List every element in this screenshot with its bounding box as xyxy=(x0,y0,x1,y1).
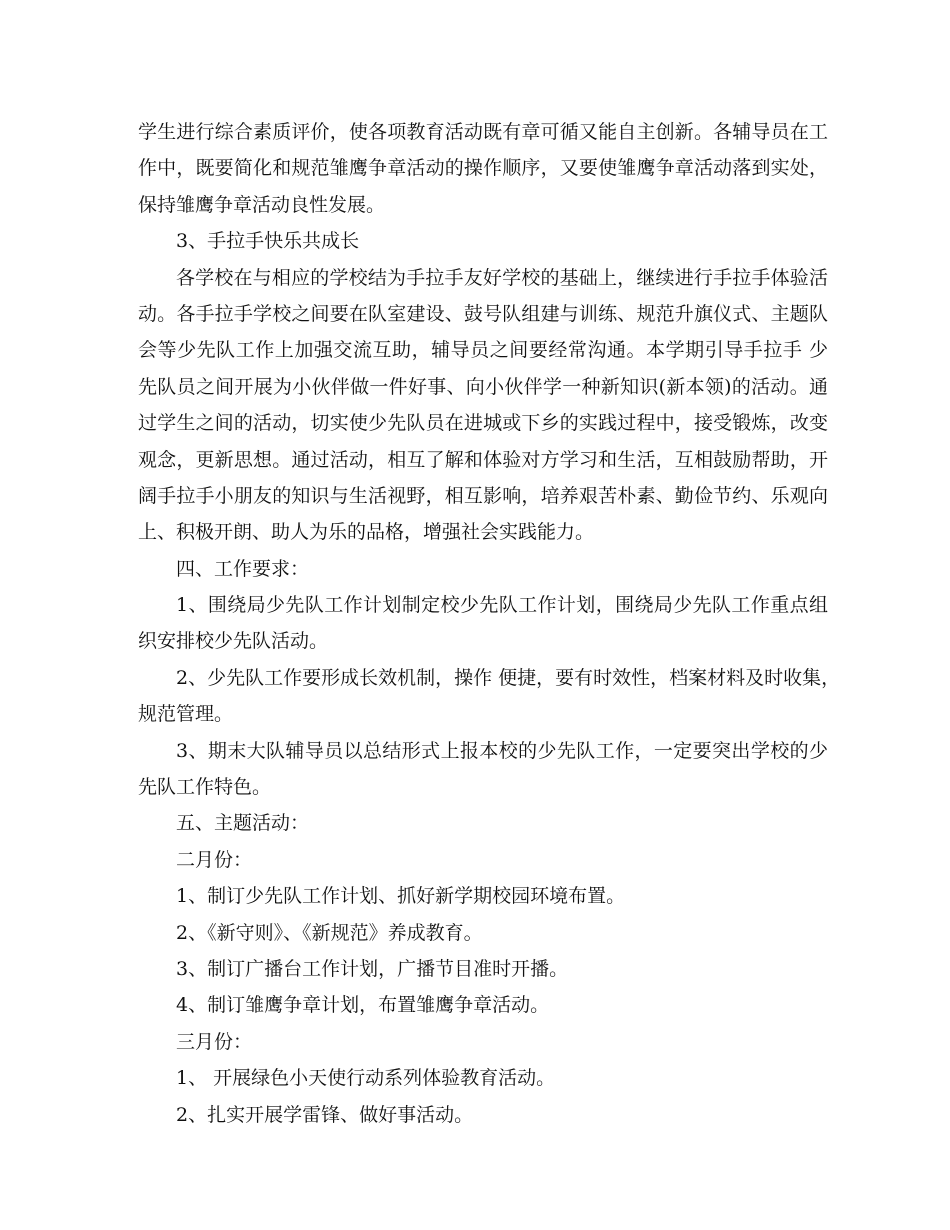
text-line: 先队员之间开展为小伙伴做一件好事、向小伙伴学一种新知识(新本领)的活动。通 xyxy=(138,375,828,398)
text-line: 学生进行综合素质评价，使各项教育活动既有章可循又能自主创新。各辅导员在工 xyxy=(138,121,828,143)
text-line: 4、制订雏鹰争章计划，布置雏鹰争章活动。 xyxy=(176,994,550,1017)
text-line: 动。各手拉手学校之间要在队室建设、鼓号队组建与训练、规范升旗仪式、主题队 xyxy=(138,302,828,325)
text-line: 3、期末大队辅导员以总结形式上报本校的少先队工作，一定要突出学校的少 xyxy=(176,739,828,762)
text-line: 1、 开展绿色小天使行动系列体验教育活动。 xyxy=(176,1067,556,1090)
text-line: 各学校在与相应的学校结为手拉手友好学校的基础上，继续进行手拉手体验活 xyxy=(176,266,828,289)
text-line: 2、扎实开展学雷锋、做好事活动。 xyxy=(176,1103,474,1126)
text-line: 1、围绕局少先队工作计划制定校少先队工作计划，围绕局少先队工作重点组 xyxy=(176,594,828,617)
text-line: 五、主题活动： xyxy=(176,812,310,835)
text-line: 上、积极开朗、助人为乐的品格，增强社会实践能力。 xyxy=(138,521,595,544)
text-line: 3、手拉手快乐共成长 xyxy=(176,230,360,253)
text-line: 会等少先队工作上加强交流互助，辅导员之间要经常沟通。本学期引导手拉手 少 xyxy=(138,339,828,362)
text-line: 织安排校少先队活动。 xyxy=(138,630,329,653)
text-line: 规范管理。 xyxy=(138,703,234,726)
text-line: 阔手拉手小朋友的知识与生活视野，相互影响，培养艰苦朴素、勤俭节约、乐观向 xyxy=(138,484,828,507)
text-line: 四、工作要求： xyxy=(176,557,310,580)
document-body xyxy=(138,114,841,1133)
text-line: 二月份： xyxy=(176,848,253,871)
text-line: 3、制订广播台工作计划，广播节目准时开播。 xyxy=(176,957,569,980)
text-line: 先队工作特色。 xyxy=(138,776,272,799)
text-line: 保持雏鹰争章活动良性发展。 xyxy=(138,193,386,216)
text-line: 三月份： xyxy=(176,1030,253,1053)
text-line: 观念，更新思想。通过活动，相互了解和体验对方学习和生活，互相鼓励帮助，开 xyxy=(138,448,828,471)
text-line: 2、少先队工作要形成长效机制，操作 便捷，要有时效性，档案材料及时收集， xyxy=(176,666,841,689)
text-line: 1、制订少先队工作计划、抓好新学期校园环境布置。 xyxy=(176,885,626,908)
text-line: 作中，既要简化和规范雏鹰争章活动的操作顺序，又要使雏鹰争章活动落到实处， xyxy=(138,157,828,180)
text-line: 2、《新守则》、《新规范》养成教育。 xyxy=(176,921,483,944)
text-line: 过学生之间的活动，切实使少先队员在进城或下乡的实践过程中，接受锻炼，改变 xyxy=(138,412,828,435)
